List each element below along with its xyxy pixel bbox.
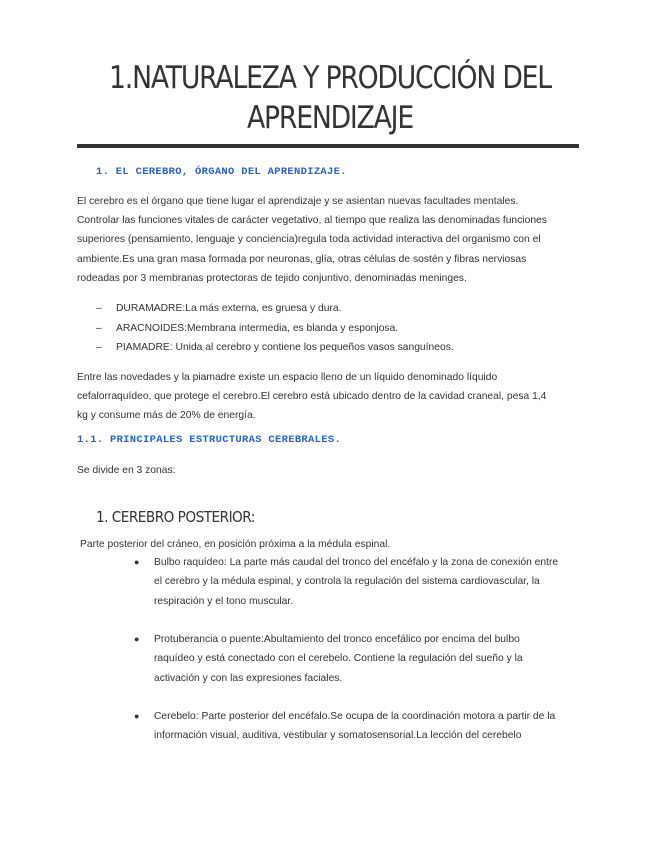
dash-marker: – bbox=[96, 322, 102, 334]
list-item-line: Protuberancia o puente:Abultamiento del tronco encefálico por encima del bulbo bbox=[154, 634, 520, 645]
paragraph-zonas bbox=[77, 461, 579, 480]
paragraph-line: superiores (pensamiento, lenguaje y conciencia)regula toda actividad interactiva del organismo con el bbox=[77, 234, 541, 246]
list-item-text: ARACNOIDES:Membrana intermedia, es blanda y esponjosa. bbox=[116, 322, 399, 334]
list-item-line: Bulbo raquídeo: La parte más caudal del tronco del encéfalo y la zona de conexión entre bbox=[154, 557, 559, 568]
paragraph-line: Parte posterior del cráneo, en posición próxima a la médula espinal. bbox=[80, 539, 391, 550]
section-heading-estructuras: 1.1. PRINCIPALES ESTRUCTURAS CEREBRALES. bbox=[77, 434, 342, 446]
list-item-line: el cerebro y la médula espinal, y controla la regulación del sistema cardiovascular, la bbox=[154, 576, 540, 588]
paragraph-posterior-intro bbox=[80, 535, 582, 554]
dash-marker: – bbox=[96, 303, 102, 314]
posterior-list bbox=[134, 707, 579, 746]
list-item-text: PIAMADRE: Unida al cerebro y contiene los pequeños vasos sanguíneos. bbox=[116, 342, 454, 353]
section-heading-cerebro: 1. EL CEREBRO, ÓRGANO DEL APRENDIZAJE. bbox=[96, 166, 347, 178]
paragraph-line: cefalorraquídeo, que protege el cerebro.El cerebro está ubicado dentro de la cavidad craneal, pesa 1,4 bbox=[77, 391, 547, 403]
list-item bbox=[134, 553, 579, 611]
list-item-line: activación y con las expresiones faciales. bbox=[154, 672, 343, 684]
paragraph-line: ambiente.Es una gran masa formada por neuronas, glía, otras células de sostén y fibras nerviosas bbox=[77, 253, 527, 265]
list-item bbox=[96, 299, 576, 319]
title-divider bbox=[77, 144, 579, 148]
list-item bbox=[96, 338, 576, 358]
section-heading-cerebro-posterior: 1. CEREBRO POSTERIOR: bbox=[96, 508, 255, 526]
meninges-list bbox=[96, 299, 576, 358]
paragraph-line: kg y consume más de 20% de energía. bbox=[77, 410, 256, 422]
list-item-text: DURAMADRE:La más externa, es gruesa y dura. bbox=[116, 303, 342, 314]
paragraph-line: Controlar las funciones vitales de carácter vegetativo, al tiempo que realiza las denominadas funciones bbox=[77, 215, 547, 227]
paragraph-line: Entre las novedades y la piamadre existe un espacio lleno de un líquido denominado líquido bbox=[77, 372, 498, 383]
bullet-marker: ● bbox=[134, 634, 140, 644]
list-item-line: información visual, auditiva, vestibular y somatosensorial.La lección del cerebelo bbox=[154, 730, 522, 742]
paragraph-line: El cerebro es el órgano que tiene lugar el aprendizaje y se asientan nuevas facultades mentales. bbox=[77, 196, 519, 207]
list-item bbox=[134, 707, 579, 746]
page-title: 1.NATURALEZA Y PRODUCCIÓN DEL APRENDIZAJE bbox=[109, 60, 551, 136]
dash-marker: – bbox=[96, 342, 102, 353]
list-item bbox=[134, 630, 579, 688]
list-item-line: Cerebelo: Parte posterior del encéfalo.Se ocupa de la coordinación motora a partir de la bbox=[154, 711, 556, 722]
paragraph-after bbox=[77, 368, 579, 426]
list-item-line: respiración y el tono muscular. bbox=[154, 595, 294, 607]
list-item bbox=[96, 319, 576, 339]
posterior-list bbox=[134, 630, 579, 688]
bullet-marker: ● bbox=[134, 711, 140, 721]
posterior-list bbox=[134, 553, 579, 611]
paragraph-line: Se divide en 3 zonas: bbox=[77, 465, 176, 476]
paragraph-intro bbox=[77, 192, 579, 288]
bullet-marker: ● bbox=[134, 557, 140, 567]
list-item-line: raquídeo y está conectado con el cerebelo. Contiene la regulación del sueño y la bbox=[154, 653, 523, 665]
paragraph-line: rodeadas por 3 membranas protectoras de tejido conjuntivo, denominadas meninges. bbox=[77, 272, 467, 284]
